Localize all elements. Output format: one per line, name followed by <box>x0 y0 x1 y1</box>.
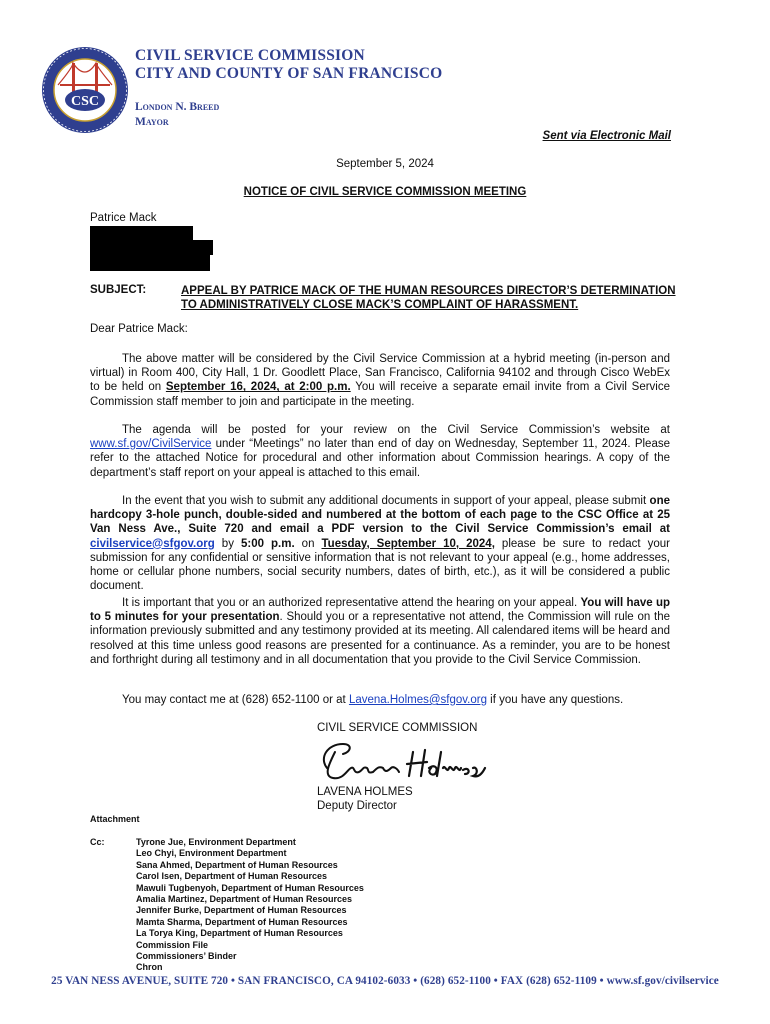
list-item: Commissioners’ Binder <box>136 951 237 962</box>
cc-label: Cc: <box>90 837 105 847</box>
paragraph-submission: In the event that you wish to submit any additional documents in support of your appeal, please submit one hardcopy 3-hole punch, double-sided and numbered at the bottom of each page to the CSC Office at 25 Van Ness Ave., Suite 720 and email a PDF version to the Civil Service Commission’s email at civilservice@sfgov.org by 5:00 p.m. on Tuesday, September 10, 2024, please be sure to redact your submission for any confidential or sensitive information that is not relevant to your appeal (e.g., home addresses, home or cellular phone numbers, social security numbers, dates of birth, etc.), as it will be considered a public document. <box>90 495 670 593</box>
cc-list <box>136 837 364 974</box>
mayor-title: Mayor <box>135 116 169 128</box>
org-name-line1: CIVIL SERVICE COMMISSION <box>135 47 365 64</box>
signer-title: Deputy Director <box>317 800 397 812</box>
letter-date: September 5, 2024 <box>336 158 434 170</box>
paragraph-contact: You may contact me at (628) 652-1100 or at Lavena.Holmes@sfgov.org if you have any questions. <box>122 694 624 706</box>
paragraph-agenda: The agenda will be posted for your review on the Civil Service Commission’s website at www.sf.gov/CivilService under “Meetings” no later than end of day on Wednesday, September 11, 2024. Please refer to the attached Notice for procedural and other information about Commission hearings. A copy of the department’s staff report on your appeal is attached to this email. <box>90 424 670 479</box>
attachment-label: Attachment <box>90 814 140 824</box>
list-item: Jennifer Burke, Department of Human Resources <box>136 905 347 916</box>
closing-org: CIVIL SERVICE COMMISSION <box>317 722 478 734</box>
list-item: Leo Chyi, Environment Department <box>136 848 287 859</box>
civilservice-email-link[interactable]: civilservice@sfgov.org <box>90 537 215 550</box>
website-link[interactable]: www.sf.gov/CivilService <box>90 438 212 451</box>
recipient-name: Patrice Mack <box>90 212 157 224</box>
mayor-name: London N. Breed <box>135 101 220 113</box>
footer-address: 25 VAN NESS AVENUE, SUITE 720 • SAN FRANCISCO, CA 94102-6033 • (628) 652-1100 • FAX (628) 652-1109 • www.sf.gov/civilservice <box>51 975 719 987</box>
list-item: Amalia Martinez, Department of Human Resources <box>136 894 353 905</box>
salutation: Dear Patrice Mack: <box>90 323 188 335</box>
org-name-line2: CITY AND COUNTY OF SAN FRANCISCO <box>135 65 443 82</box>
list-item: La Torya King, Department of Human Resources <box>136 928 343 939</box>
submission-deadline: Tuesday, September 10, 2024, <box>321 537 495 550</box>
list-item: Sana Ahmed, Department of Human Resources <box>136 859 338 870</box>
list-item: Commission File <box>136 939 209 950</box>
redaction-block <box>90 226 193 240</box>
seal-center-text: CSC <box>70 94 100 109</box>
sent-via-note: Sent via Electronic Mail <box>542 130 671 142</box>
list-item: Chron <box>136 962 163 973</box>
paragraph-attendance: It is important that you or an authorized representative attend the hearing on your appeal. You will have up to 5 minutes for your presentation. Should you or a representative not attend, the Commission will rule on the information previously submitted and any testimony provided at its meeting. All calendared items will be heard and resolved at this time unless good reasons are presented for a continuance. As a reminder, you are to be honest and forthright during all testimony and in all documentation that you provide to the Civil Service Commission. <box>90 597 671 666</box>
meeting-date-time: September 16, 2024, at 2:00 p.m. <box>165 381 351 394</box>
redaction-block <box>90 255 210 271</box>
commission-seal-logo <box>40 45 130 135</box>
list-item: Tyrone Jue, Environment Department <box>136 837 296 847</box>
signer-name: LAVENA HOLMES <box>317 786 413 798</box>
contact-email-link[interactable]: Lavena.Holmes@sfgov.org <box>348 694 487 706</box>
handwritten-signature <box>313 738 493 788</box>
subject-text: APPEAL BY PATRICE MACK OF THE HUMAN RESOURCES DIRECTOR’S DETERMINATION TO ADMINISTRATIVELY CLOSE MACK’S COMPLAINT OF HARASSMENT. <box>181 285 676 311</box>
notice-title: NOTICE OF CIVIL SERVICE COMMISSION MEETING <box>243 186 527 198</box>
list-item: Mamta Sharma, Department of Human Resources <box>136 916 348 927</box>
list-item: Carol Isen, Department of Human Resources <box>136 871 328 882</box>
list-item: Mawuli Tugbenyoh, Department of Human Resources <box>136 882 364 893</box>
redaction-block <box>90 240 213 255</box>
subject-label: SUBJECT: <box>90 284 147 296</box>
paragraph-meeting-details: The above matter will be considered by the Civil Service Commission at a hybrid meeting (in-person and virtual) in Room 400, City Hall, 1 Dr. Goodlett Place, San Francisco, California 94102 and through Cisco WebEx to be held on September 16, 2024, at 2:00 p.m. You will receive a separate email invite from a Civil Service Commission staff member to join and participate in the meeting. <box>90 353 671 408</box>
